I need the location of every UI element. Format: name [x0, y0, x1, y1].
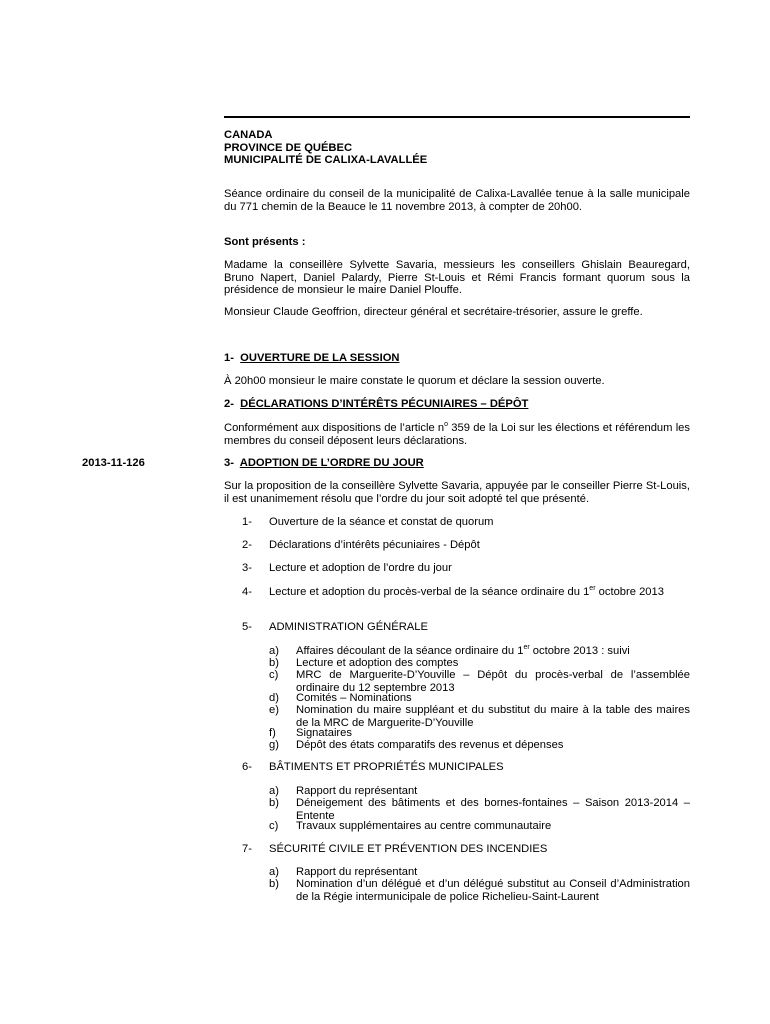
section-1-text: À 20h00 monsieur le maire constate le quorum et déclare la session ouverte.	[224, 375, 605, 387]
ordinal-sup: er	[523, 644, 530, 651]
agenda-number: 2-	[242, 539, 252, 551]
section-title: DÉCLARATIONS D’INTÉRÊTS PÉCUNIAIRES – DÉPÔT	[240, 398, 529, 410]
agenda-subitem: Nomination du maire suppléant et du substitut du maire à la table des maires de la MRC de Marguerite-D’Youville	[296, 704, 690, 729]
section-3-text: Sur la proposition de la conseillère Sylvette Savaria, appuyée par le conseiller Pierre St-Louis, il est unanimement résolu que l’ordre du jour soit adopté tel que présenté.	[224, 480, 690, 505]
agenda-subitem: Signataires	[296, 727, 352, 739]
agenda-subletter: e)	[269, 704, 279, 716]
agenda-number: 3-	[242, 562, 252, 574]
section-3-heading	[224, 457, 690, 470]
agenda-subitem: Comités – Nominations	[296, 692, 412, 704]
ordinal-sup: er	[589, 585, 596, 592]
agenda-subitem-text-b: octobre 2013 : suivi	[529, 645, 630, 657]
agenda-subitem: Déneigement des bâtiments et des bornes-fontaines – Saison 2013-2014 – Entente	[296, 797, 690, 822]
agenda-number: 5-	[242, 621, 252, 633]
section-2-text-b: 359 de la Loi sur les élections et référendum les membres du conseil déposent leurs déclarations.	[224, 422, 691, 447]
agenda-subitem: MRC de Marguerite-D’Youville – Dépôt du procès-verbal de l’assemblée ordinaire du 12 septembre 2013	[296, 669, 690, 694]
section-2-heading	[224, 398, 690, 411]
agenda-subitem: Rapport du représentant	[296, 785, 418, 797]
section-title: OUVERTURE DE LA SESSION	[240, 352, 400, 364]
agenda-number: 6-	[242, 761, 252, 773]
agenda-subletter: a)	[269, 645, 279, 657]
agenda-item: Ouverture de la séance et constat de quorum	[269, 516, 494, 528]
agenda-number: 7-	[242, 843, 252, 855]
agenda-subletter: c)	[269, 669, 279, 681]
agenda-item-text-b: octobre 2013	[595, 586, 664, 598]
agenda-item: Lecture et adoption de l’ordre du jour	[269, 562, 452, 574]
agenda-subletter: g)	[269, 739, 279, 751]
section-number: 3-	[224, 457, 234, 469]
agenda-subletter: a)	[269, 866, 279, 878]
agenda-number: 4-	[242, 586, 252, 598]
header-municipality: MUNICIPALITÉ DE CALIXA-LAVALLÉE	[224, 154, 428, 167]
agenda-number: 1-	[242, 516, 252, 528]
header-country: CANADA	[224, 129, 273, 141]
agenda-item	[269, 586, 690, 599]
section-number: 1-	[224, 352, 234, 364]
section-2-text-a: Conformément aux dispositions de l’article n	[224, 422, 445, 434]
agenda-subitem: Lecture et adoption des comptes	[296, 657, 459, 669]
agenda-item: Déclarations d’intérêts pécuniaires - Dépôt	[269, 539, 480, 551]
agenda-subletter: c)	[269, 820, 279, 832]
agenda-item: SÉCURITÉ CIVILE ET PRÉVENTION DES INCENDIES	[269, 843, 548, 855]
agenda-subletter: b)	[269, 797, 279, 809]
intro-paragraph: Séance ordinaire du conseil de la municipalité de Calixa-Lavallée tenue à la salle municipale du 771 chemin de la Beauce le 11 novembre 2013, à compter de 20h00.	[224, 188, 690, 213]
document-header	[224, 129, 690, 167]
header-province: PROVINCE DE QUÉBEC	[224, 141, 353, 154]
agenda-item-text-a: Lecture et adoption du procès-verbal de la séance ordinaire du 1	[269, 586, 590, 598]
agenda-subitem: Rapport du représentant	[296, 866, 418, 878]
agenda-subletter: b)	[269, 657, 279, 669]
agenda-subitem: Dépôt des états comparatifs des revenus et dépenses	[296, 739, 564, 751]
agenda-subitem-text-a: Affaires découlant de la séance ordinaire du 1	[296, 645, 524, 657]
agenda-subletter: d)	[269, 692, 279, 704]
agenda-subletter: f)	[269, 727, 276, 739]
agenda-subitem	[296, 645, 690, 658]
resolution-number: 2013-11-126	[82, 457, 145, 469]
header-rule	[224, 116, 690, 118]
agenda-subletter: b)	[269, 878, 279, 890]
dg-paragraph: Monsieur Claude Geoffrion, directeur général et secrétaire-trésorier, assure le greffe.	[224, 306, 643, 318]
agenda-subitem: Nomination d’un délégué et d’un délégué substitut au Conseil d’Administration de la Régie intermunicipale de police Richelieu-Saint-Laurent	[296, 878, 690, 903]
agenda-subitem: Travaux supplémentaires au centre communautaire	[296, 820, 552, 832]
presents-paragraph: Madame la conseillère Sylvette Savaria, messieurs les conseillers Ghislain Beauregard, Bruno Napert, Daniel Palardy, Pierre St-Louis et Rémi Francis formant quorum sous la présidence de monsieur le maire Daniel Plouffe.	[224, 259, 690, 297]
agenda-item: BÂTIMENTS ET PROPRIÉTÉS MUNICIPALES	[269, 761, 504, 773]
presents-title: Sont présents :	[224, 236, 306, 248]
agenda-item: ADMINISTRATION GÉNÉRALE	[269, 621, 428, 633]
section-title: ADOPTION DE L’ORDRE DU JOUR	[239, 457, 424, 469]
section-2-text	[224, 422, 690, 447]
section-1-heading	[224, 352, 690, 365]
ordinal-sup: o	[444, 421, 449, 428]
section-number: 2-	[224, 398, 234, 410]
agenda-subletter: a)	[269, 785, 279, 797]
